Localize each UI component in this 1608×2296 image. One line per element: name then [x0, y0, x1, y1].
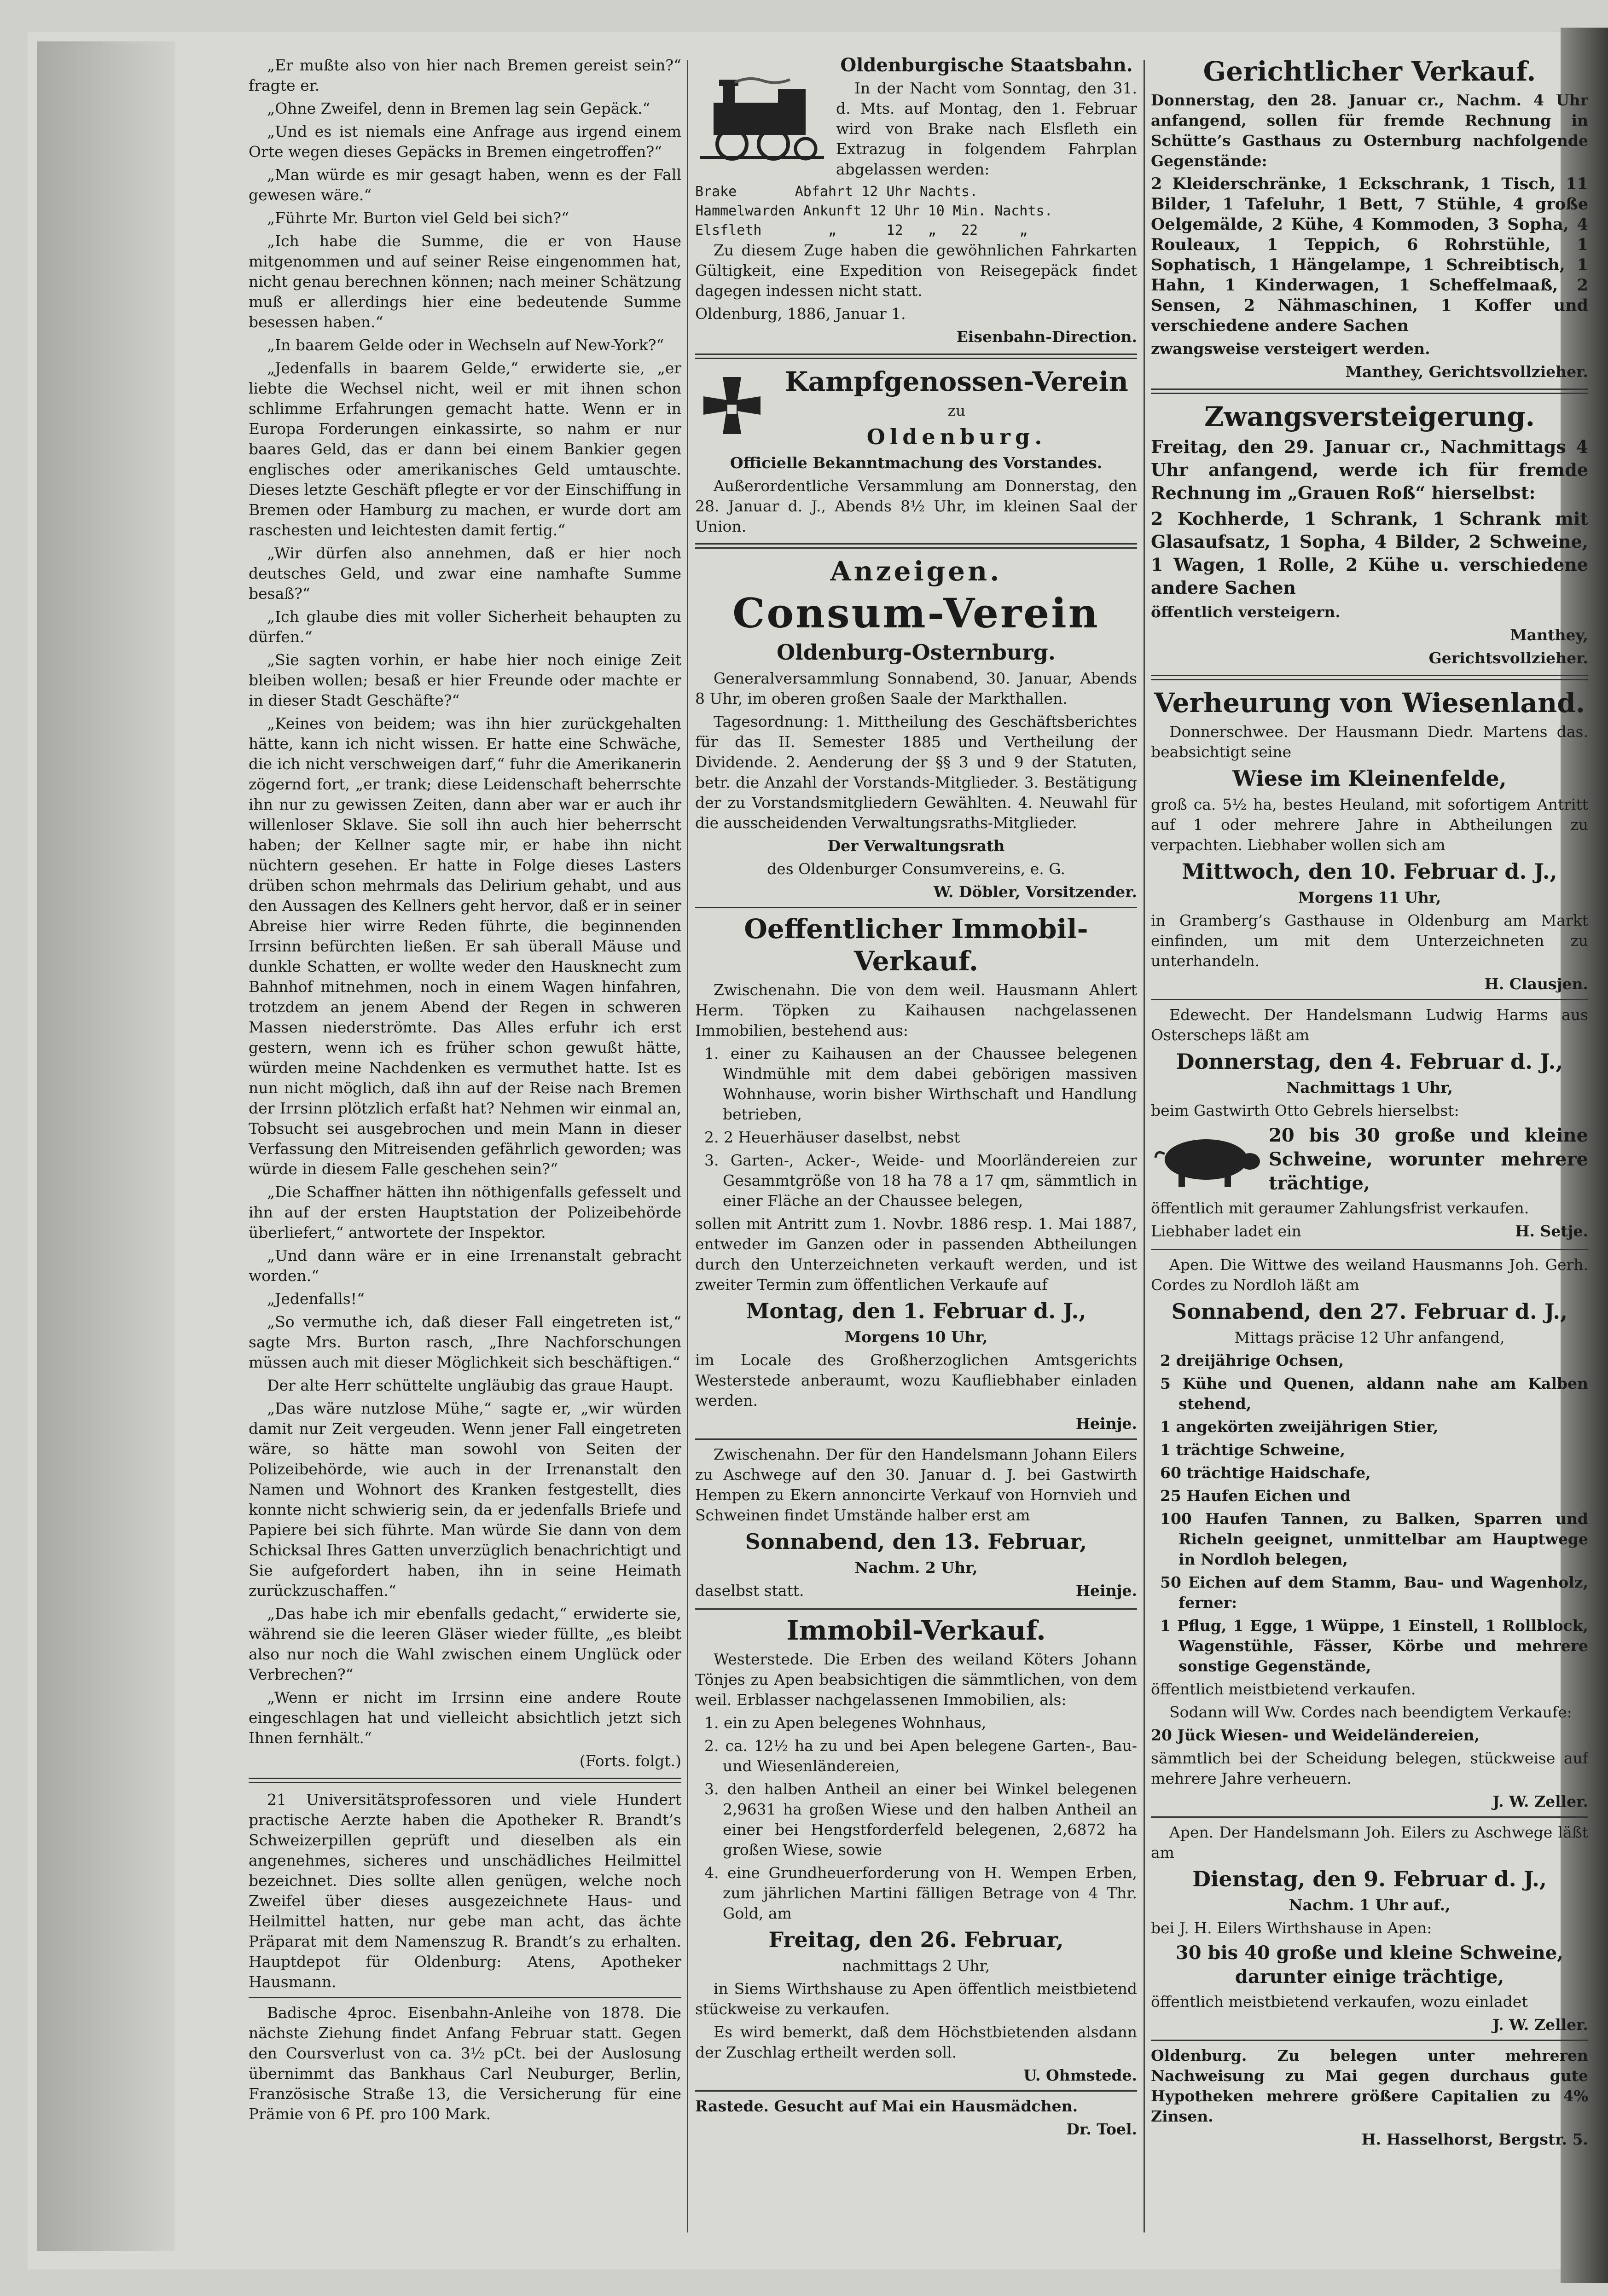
- consum-text: Generalversammlung Sonnabend, 30. Januar, Abends 8 Uhr, im oberen großen Saale der Markthallen.: [695, 669, 1137, 707]
- railway-sign: Eisenbahn-Direction.: [956, 328, 1137, 346]
- edewecht-text3: öffentlich mit geraumer Zahlungsfrist verkaufen.: [1151, 1199, 1529, 1217]
- lease-text: Donnerschwee. Der Hausmann Diedr. Martens das. beabsichtigt seine: [1151, 723, 1588, 761]
- list-item: 4. eine Grundheuerforderung von H. Wempen Erben, zum jährlichen Martini fälligen Betrage von 4 Thr. Gold, am: [704, 1864, 1137, 1922]
- story-paragraph: „Und es ist niemals eine Anfrage aus irgend einem Orte wegen dieses Gepäcks in Bremen eingetroffen?“: [249, 122, 681, 161]
- iron-cross-icon: [695, 372, 769, 446]
- zwischenahn-sign: Heinje.: [1075, 1582, 1137, 1600]
- divider: [1151, 1249, 1588, 1250]
- immobil2-title: Immobil-Verkauf.: [786, 1615, 1046, 1646]
- divider: [695, 2090, 1137, 2092]
- apen-sign: J. W. Zeller.: [1492, 1792, 1588, 1810]
- story-paragraph: Der alte Herr schüttelte ungläubig das graue Haupt.: [267, 1376, 673, 1394]
- list-item: 2. ca. 12½ ha zu und bei Apen belegene Garten-, Bau- und Wiesenländereien,: [704, 1737, 1137, 1775]
- list-item: 100 Haufen Tannen, zu Balken, Sparren und Richeln geeignet, unmittelbar am Hauptwege in Nordloh belegen,: [1160, 1510, 1588, 1568]
- story-paragraph: „Das wäre nutzlose Mühe,“ sagte er, „wir würden damit nur Zeit vergeuden. Wenn jener Fall eingetreten wäre, so hätte man sowohl von Seiten der Polizeibehörde, wie auch in der Irrenanstalt den Namen und Wohnort des Kranken festgestellt, dies konnte nicht schwierig sein, da er jedenfalls Briefe und Papiere bei sich führte. Man würde Sie dann von dem Schicksal Ihres Gatten unverzüglich benachrichtigt und Sie aufgefordert haben, ihn in seine Heimath zurückzuschaffen.“: [249, 1399, 681, 1600]
- immobil1-sign: Heinje.: [1075, 1415, 1137, 1432]
- railway-text2: Zu diesem Zuge haben die gewöhnlichen Fahrkarten Gültigkeit, eine Expedition von Reisegepäck findet dagegen indessen nicht statt.: [695, 241, 1137, 300]
- oldenburg-text: Oldenburg. Zu belegen unter mehreren Nachweisung zu Mai gegen durchaus gute Hypotheken mehrere größere Capitalien zu 4% Zinsen.: [1151, 2047, 1588, 2125]
- pig-icon: [1151, 1131, 1261, 1191]
- immobil1-text: Zwischenahn. Die von dem weil. Hausmann Ahlert Herm. Töpken zu Kaihausen nachgelassenen Immobilien, bestehend aus:: [695, 981, 1137, 1039]
- story-paragraph: „Die Schaffner hätten ihn nöthigenfalls gefesselt und ihn auf der ersten Hauptstation der Polizeibehörde überliefert,“ antwortete der Inspektor.: [249, 1183, 681, 1241]
- forced-auction-sign2: Gerichtsvollzieher.: [1428, 649, 1588, 667]
- story-paragraph: „Führte Mr. Burton viel Geld bei sich?“: [267, 209, 569, 227]
- rastede-sign: Dr. Toel.: [1066, 2120, 1137, 2138]
- divider: [695, 1608, 1137, 1610]
- oldenburg-sign: H. Hasselhorst, Bergstr. 5.: [1361, 2130, 1588, 2148]
- immobil2-list: [695, 1713, 1137, 1924]
- forced-auction-title: Zwangsversteigerung.: [1204, 401, 1535, 432]
- railway-title: Oldenburgische Staatsbahn.: [840, 55, 1133, 76]
- court-sale-items: 2 Kleiderschränke, 1 Eckschrank, 1 Tisch, 11 Bilder, 1 Tafeluhr, 1 Bett, 7 Stühle, 4 große Oelgemälde, 2 Kühe, 4 Kommoden, 3 Sopha, 4 Rouleaux, 1 Teppich, 6 Rohrstühle, 1 Sophatisch, 1 Hängelampe, 1 Schreibtisch, 1 Hahn, 1 Kinderwagen, 1 Scheffelmaaß, 2 Sensen, 2 Nähmaschinen, 1 Koffer und verschiedene andere Sachen: [1151, 174, 1588, 335]
- column-rule: [687, 60, 688, 2232]
- edewecht-items: 20 bis 30 große und kleine Schweine, worunter mehrere trächtige,: [1269, 1125, 1588, 1194]
- story-paragraph: „Jedenfalls!“: [267, 1290, 365, 1308]
- edewecht-date: Donnerstag, den 4. Februar d. J.,: [1176, 1049, 1563, 1074]
- list-item: 25 Haufen Eichen und: [1160, 1487, 1351, 1505]
- divider: [695, 543, 1137, 549]
- railway-text: In der Nacht vom Sonntag, den 31. d. Mts. auf Montag, den 1. Februar wird von Brake nach Elsfleth ein Extrazug in folgendem Fahrplan abgelassen werden:: [836, 79, 1137, 178]
- edewecht-footer: [1151, 1221, 1588, 1244]
- column-rule: [1144, 60, 1145, 2232]
- edewecht-text: Edewecht. Der Handelsmann Ludwig Harms aus Osterscheps läßt am: [1151, 1006, 1588, 1044]
- zwischenahn-date: Sonnabend, den 13. Februar,: [745, 1529, 1087, 1554]
- column-story: [249, 55, 681, 2246]
- list-item: 1 Pflug, 1 Egge, 1 Wüppe, 1 Einstell, 1 Rollblock, Wagenstühle, Fässer, Körbe und mehrere sonstige Gegenstände,: [1160, 1617, 1588, 1675]
- lease-sub: Wiese im Kleinenfelde,: [1232, 766, 1507, 791]
- divider: [1151, 999, 1588, 1000]
- zwischenahn-text: Zwischenahn. Der für den Handelsmann Johann Eilers zu Aschwege auf den 30. Januar d. J. bei Gastwirth Hempen zu Ekern annoncirte Verkauf von Hornvieh und Schweinen findet Umstände halber erst am: [695, 1445, 1137, 1524]
- forced-auction-sign1: Manthey,: [1510, 626, 1588, 644]
- apen-text: Apen. Die Wittwe des weiland Hausmanns Joh. Gerh. Cordes zu Nordloh läßt am: [1151, 1256, 1588, 1294]
- immobil2-date: Freitag, den 26. Februar,: [768, 1927, 1064, 1952]
- consum-sign3: W. Döbler, Vorsitzender.: [933, 883, 1137, 901]
- court-sale-title: Gerichtlicher Verkauf.: [1203, 56, 1536, 87]
- ad-baden-loan: Badische 4proc. Eisenbahn-Anleihe von 1878. Die nächste Ziehung findet Anfang Februar statt. Gegen den Coursverlust von ca. 3½ pCt. bei der Auslosung übernimmt das Bankhaus Carl Neuburger, Berlin, Französische Straße 13, die Versicherung für eine Prämie von 6 Pf. pro 100 Mark.: [249, 2004, 681, 2123]
- veterans-title: Kampfgenossen-Verein: [785, 366, 1128, 397]
- apen2-text: Apen. Der Handelsmann Joh. Eilers zu Aschwege läßt am: [1151, 1823, 1588, 1861]
- consum-sign2: des Oldenburger Consumvereins, e. G.: [767, 860, 1065, 878]
- zwischenahn-footer: [695, 1581, 1137, 1604]
- court-sale-end: zwangsweise versteigert werden.: [1151, 340, 1430, 358]
- divider: [695, 1438, 1137, 1440]
- edewecht-sign: H. Setje.: [1515, 1222, 1588, 1240]
- immobil1-list: [695, 1044, 1137, 1211]
- veterans-notice: [695, 365, 1137, 453]
- story-paragraph: „Jedenfalls in baarem Gelde,“ erwiderte sie, „er liebte die Wechsel nicht, weil er mit ihnen schon schlimme Erfahrungen gemacht hatte. Wenn er in Europa Forderungen einkassirte, so nahm er nur baares Geld, das er dann bei einem Bankier gegen englisches oder amerikanisches Geld umtauschte. Dieses letzte Geschäft pflegte er vor der Einschiffung in Bremen oder Hamburg zu machen, er wurde dort am raschesten und leichtesten damit fertig.“: [249, 359, 681, 539]
- immobil2-time: nachmittags 2 Uhr,: [842, 1957, 990, 1975]
- immobil1-title: Oeffentlicher Immobil-Verkauf.: [744, 913, 1088, 977]
- divider: [1151, 1816, 1588, 1818]
- divider: [1151, 388, 1588, 394]
- edewecht-time: Nachmittags 1 Uhr,: [1286, 1078, 1453, 1096]
- zwischenahn-time: Nachm. 2 Uhr,: [854, 1559, 978, 1577]
- divider: [695, 354, 1137, 359]
- divider: [249, 1778, 681, 1783]
- story-paragraph: „Ich habe die Summe, die er von Hause mitgenommen und auf seiner Reise eingenommen hat, nicht genau berechnen können; nach meiner Schätzung muß er allerdings hier eine bedeutende Summe besessen haben.“: [249, 232, 681, 331]
- lease-time: Morgens 11 Uhr,: [1298, 888, 1441, 906]
- immobil1-date: Montag, den 1. Februar d. J.,: [746, 1299, 1086, 1323]
- list-item: 1. ein zu Apen belegenes Wohnhaus,: [704, 1714, 987, 1732]
- railway-notice: [695, 55, 1137, 182]
- consum-sign1: Der Verwaltungsrath: [827, 837, 1005, 855]
- column-auctions: [1151, 55, 1588, 2246]
- list-item: 2. 2 Heuerhäuser daselbst, nebst: [704, 1128, 960, 1146]
- story-paragraph: „Ohne Zweifel, denn in Bremen lag sein Gepäck.“: [267, 99, 650, 117]
- story-paragraph: „Er mußte also von hier nach Bremen gereist sein?“ fragte er.: [249, 56, 681, 94]
- page-edge: [37, 41, 175, 2251]
- apen-time: Mittags präcise 12 Uhr anfangend,: [1234, 1328, 1505, 1346]
- immobil2-sign: U. Ohmstede.: [1023, 2066, 1137, 2084]
- list-item: 2 dreijährige Ochsen,: [1160, 1351, 1344, 1369]
- apen-items: [1151, 1351, 1588, 1676]
- story-paragraph: „Und dann wäre er in eine Irrenanstalt gebracht worden.“: [249, 1247, 681, 1285]
- consum-sub: Oldenburg-Osternburg.: [777, 640, 1056, 665]
- list-item: 60 trächtige Haidschafe,: [1160, 1464, 1371, 1482]
- veterans-text: Außerordentliche Versammlung am Donnerstag, den 28. Januar d. J., Abends 8½ Uhr, im kleinen Saal der Union.: [695, 477, 1137, 535]
- lease-text3: in Gramberg’s Gasthause in Oldenburg am Markt einfinden, um mit dem Unterzeichneten zu unterhandeln.: [1151, 911, 1588, 970]
- court-sale-sign: Manthey, Gerichtsvollzieher.: [1345, 363, 1588, 381]
- lease-sign: H. Clausjen.: [1484, 975, 1588, 993]
- apen2-text3: öffentlich meistbietend verkaufen, wozu einladet: [1151, 1993, 1528, 2011]
- lease-title: Verheurung von Wiesenland.: [1154, 687, 1585, 719]
- list-item: 5 Kühe und Quenen, aldann nahe am Kalben stehend,: [1160, 1374, 1588, 1413]
- zwischenahn-end: daselbst statt.: [695, 1582, 804, 1600]
- story-paragraph: „In baarem Gelde oder in Wechseln auf New-York?“: [267, 336, 664, 354]
- list-item: 1 trächtige Schweine,: [1160, 1441, 1346, 1459]
- story-paragraph: „Wenn er nicht im Irrsinn eine andere Route eingeschlagen hat und vielleicht absichtlich jetzt sich Ihnen fernhält.“: [249, 1688, 681, 1747]
- apen2-text2: bei J. H. Eilers Wirthshause in Apen:: [1151, 1919, 1432, 1937]
- divider: [249, 1997, 681, 1998]
- apen2-items: 30 bis 40 große und kleine Schweine, darunter einige trächtige,: [1175, 1942, 1564, 1988]
- list-item: 3. Garten-, Acker-, Weide- und Moorländereien zur Gesammtgröße von 18 ha 78 a 17 qm, sämmtlich in einer Fläche an der Chaussee belegen,: [704, 1151, 1137, 1210]
- immobil2-text: Westerstede. Die Erben des weiland Köters Johann Tönjes zu Apen beabsichtigen die sämmtlichen, von dem weil. Erblasser nachgelassenen Immobilien, als:: [695, 1650, 1137, 1709]
- immobil2-text2: in Siems Wirthshause zu Apen öffentlich meistbietend stückweise zu verkaufen.: [695, 1980, 1137, 2018]
- list-item: 1. einer zu Kaihausen an der Chaussee belegenen Windmühle mit dem dabei gebörigen massiven Wohnhause, worin bisher Wirthschaft und Handlung betrieben,: [704, 1044, 1137, 1123]
- story-paragraph: „Ich glaube dies mit voller Sicherheit behaupten zu dürfen.“: [249, 608, 681, 646]
- serial-story: [249, 55, 681, 1748]
- apen-text4: sämmtlich bei der Scheidung belegen, stückweise auf mehrere Jahre verheuern.: [1151, 1749, 1588, 1787]
- story-paragraph: „Sie sagten vorhin, er habe hier noch einige Zeit bleiben wollen; besaß er hier Freunde oder machte er in dieser Stadt Geschäfte?“: [249, 651, 681, 709]
- veterans-sub: Officielle Bekanntmachung des Vorstandes.: [730, 454, 1103, 472]
- immobil1-text2: sollen mit Antritt zum 1. Novbr. 1886 resp. 1. Mai 1887, entweder im Ganzen oder in passenden Abtheilungen durch den Unterzeichneten verkauft werden, und ist zweiter Termin zum öffentlichen Verkaufe auf: [695, 1215, 1137, 1293]
- forced-auction-items: 2 Kochherde, 1 Schrank, 1 Schrank mit Glasaufsatz, 1 Sopha, 4 Bilder, 2 Schweine, 1 Wagen, 1 Rolle, 2 Kühe u. verschiedene andere Sachen: [1151, 508, 1588, 598]
- ads-heading: Anzeigen.: [830, 556, 1002, 587]
- forced-auction-end: öffentlich versteigern.: [1151, 603, 1341, 621]
- railway-date: Oldenburg, 1886, Januar 1.: [695, 305, 906, 323]
- story-paragraph: „Das habe ich mir ebenfalls gedacht,“ erwiderte sie, während sie die leeren Gläser wieder füllte, „es bleibt also nur noch die Wahl zwischen einem Unglück oder Verbrechen?“: [249, 1605, 681, 1683]
- locomotive-icon: [695, 75, 829, 162]
- apen2-time: Nachm. 1 Uhr auf.,: [1289, 1896, 1451, 1914]
- apen-text2: öffentlich meistbietend verkaufen.: [1151, 1680, 1416, 1698]
- edewecht-text2: beim Gastwirth Otto Gebrels hierselbst:: [1151, 1102, 1459, 1119]
- ad-brandt-pills: 21 Universitätsprofessoren und viele Hundert practische Aerzte haben die Apotheker R. Brandt’s Schweizerpillen geprüft und dieselben als ein angenehmes, sicheres und unschädliches Heilmittel bezeichnet. Dies sollte allen genügen, welche noch Zweifel über dieses ausgezeichnete Haus- und Heilmittel hatten, nur gebe man acht, das ächte Präparat mit dem Namenszug R. Brandt’s zu erhalten. Hauptdepot für Oldenburg: Atens, Apotheker Hausmann.: [249, 1791, 681, 1991]
- apen-items2: 20 Jück Wiesen- und Weideländereien,: [1151, 1726, 1480, 1744]
- edewecht-sign-pre: Liebhaber ladet ein: [1151, 1222, 1301, 1240]
- immobil2-text3: Es wird bemerkt, daß dem Höchstbietenden alsdann der Zuschlag ertheilt werden soll.: [695, 2023, 1137, 2061]
- apen-date: Sonnabend, den 27. Februar d. J.,: [1171, 1299, 1568, 1324]
- divider: [1151, 2040, 1588, 2041]
- divider: [695, 907, 1137, 908]
- story-paragraph: „So vermuthe ich, daß dieser Fall eingetreten ist,“ sagte Mrs. Burton rasch, „Ihre Nachforschungen müssen auch mit dieser Möglichkeit sich beschäftigen.“: [249, 1313, 681, 1371]
- lease-text2: groß ca. 5½ ha, bestes Heuland, mit sofortigem Antritt auf 1 oder mehrere Jahre in Abtheilungen zu verpachten. Liebhaber wollen sich am: [1151, 795, 1588, 854]
- consum-title: Consum-Verein: [732, 589, 1100, 637]
- story-paragraph: „Man würde es mir gesagt haben, wenn es der Fall gewesen wäre.“: [249, 166, 681, 204]
- list-item: 50 Eichen auf dem Stamm, Bau- und Wagenholz, ferner:: [1160, 1573, 1588, 1612]
- apen2-date: Dienstag, den 9. Februar d. J.,: [1192, 1867, 1547, 1891]
- list-item: 3. den halben Antheil an einer bei Winkel belegenen 2,9631 ha großen Wiese und den halben Antheil an einer bei Hengstforderfeld belegenen, 2,6872 ha großen Wiese, sowie: [704, 1780, 1137, 1859]
- story-paragraph: „Keines von beidem; was ihn hier zurückgehalten hätte, kann ich nicht wissen. Er hatte eine Schwäche, die ich nicht verschweigen darf,“ fuhr die Amerikanerin zögernd fort, „er trank; diese Leidenschaft beherrschte ihn nur zu gewissen Zeiten, dann aber war er auch ihr willenloser Sklave. Sie soll ihn auch hier beherrscht haben; der Kellner sagte mir, er habe ihn nicht nüchtern gesehen. Er hatte in Folge dieses Lasters drüben schon mehrmals das Delirium gehabt, und aus den Aussagen des Kellners geht hervor, daß er in seiner Abreise hier wirre Reden führte, die beginnenden Irrsinn befürchten ließen. Er sah überall Mäuse und dunkle Schatten, er wollte weder den Hausknecht zum Bahnhof mitnehmen, noch in einem Wagen hinfahren, trotzdem an jenem Abend der Regen in schweren Massen niederströmte. Das Alles erfuhr ich erst gestern, wenn ich es früher schon gewußt hätte, würden meine Nachdenken es vermuthet hatte. Ist es nun nicht möglich, daß ihn auf der Reise nach Bremen der Irrsinn plötzlich erfaßt hat? Nehmen wir einmal an, Tobsucht sei ausgebrochen und mein Mann in dieser Verfassung den Mitreisenden gefährlich geworden; was würde in diesem Falle geschehen sein?“: [249, 714, 681, 1178]
- forced-auction-text: Freitag, den 29. Januar cr., Nachmittags 4 Uhr anfangend, werde ich für fremde Rechnung im „Grauen Roß“ hierselbst:: [1151, 436, 1588, 503]
- immobil1-text3: im Locale des Großherzoglichen Amtsgerichts Westerstede anberaumt, wozu Kaufliebhaber einladen werden.: [695, 1351, 1137, 1409]
- veterans-city: Oldenburg.: [866, 424, 1047, 449]
- list-item: 1 angekörten zweijährigen Stier,: [1160, 1418, 1439, 1436]
- story-continuation: (Forts. folgt.): [579, 1752, 681, 1770]
- railway-timetable: Brake Abfahrt 12 Uhr Nachts. Hammelwarden Ankunft 12 Uhr 10 Min. Nachts. Elsfleth „ 12 „ 22 „: [695, 184, 1053, 238]
- lease-date: Mittwoch, den 10. Februar d. J.,: [1182, 859, 1557, 884]
- rastede-text: Rastede. Gesucht auf Mai ein Hausmädchen.: [695, 2097, 1078, 2115]
- column-notices: [695, 55, 1137, 2246]
- immobil1-time: Morgens 10 Uhr,: [844, 1328, 988, 1346]
- story-paragraph: „Wir dürfen also annehmen, daß er hier noch deutsches Geld, und zwar eine namhafte Summe besaß?“: [249, 544, 681, 603]
- edewecht-pig-ad: [1151, 1124, 1588, 1198]
- court-sale-text: Donnerstag, den 28. Januar cr., Nachm. 4 Uhr anfangend, sollen für fremde Rechnung in Schütte’s Gasthaus zu Osternburg nachfolgende Gegenstände:: [1151, 91, 1588, 170]
- apen2-sign: J. W. Zeller.: [1492, 2016, 1588, 2034]
- apen-text3: Sodann will Ww. Cordes nach beendigtem Verkaufe:: [1169, 1703, 1572, 1721]
- consum-agenda: Tagesordnung: 1. Mittheilung des Geschäftsberichtes für das II. Semester 1885 und Vertheilung der Dividende. 2. Aenderung der §§ 3 und 9 der Statuten, betr. die Anzahl der Vorstands-Mitglieder. 3. Bestätigung der zu Vorstandsmitgliedern Gewählten. 4. Neuwahl für die ausscheidenden Verwaltungsraths-Mitglieder.: [695, 713, 1137, 832]
- veterans-zu: zu: [947, 401, 966, 419]
- divider: [1151, 675, 1588, 680]
